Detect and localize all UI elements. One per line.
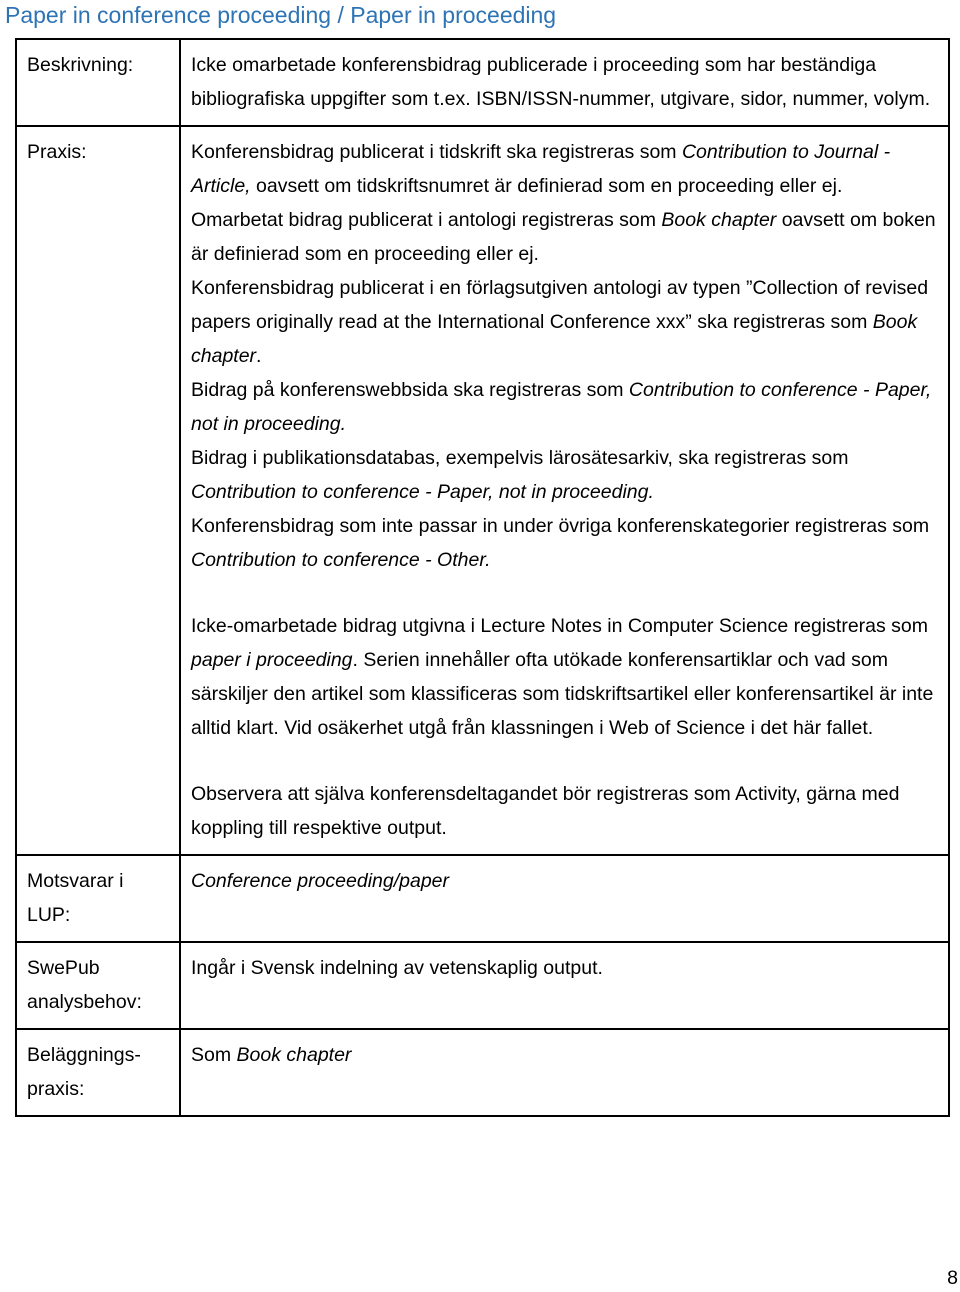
praxis-paragraph-journal: Konferensbidrag publicerat i tidskrift ska registreras som Contribution to Journal - Article, oavsett om tidskriftsnumret är definierad som en proceeding eller ej. [191,141,891,197]
label-belaggning: Beläggnings-praxis: [16,1029,180,1116]
praxis-paragraph-activity: Observera att själva konferensdeltagandet bör registreras som Activity, gärna med koppling till respektive output. [191,783,900,839]
praxis-paragraph-forlag: Konferensbidrag publicerat i en förlagsutgiven antologi av typen ”Collection of revised papers originally read at the International Conference xxx” ska registreras som Book chapter. [191,277,929,367]
praxis-paragraph-webbsida: Bidrag på konferenswebbsida ska registreras som Contribution to conference - Paper, not in proceeding. [191,379,932,435]
table-row-swepub [16,942,949,1029]
praxis-paragraph-lncs: Icke-omarbetade bidrag utgivna i Lecture Notes in Computer Science registreras som paper i proceeding. Serien innehåller ofta utökade konferensartiklar och vad som särskiljer den artikel som klassificeras som tidskriftsartikel eller konferensartikel är inte alltid klart. Vid osäkerhet utgå från klassningen i Web of Science i det här fallet. [191,615,934,739]
praxis-paragraph-ovriga: Konferensbidrag som inte passar in under övriga konferenskategorier registreras som Contribution to conference - Other. [191,515,930,571]
definition-table [15,38,950,1117]
motsvarar-content [180,855,949,942]
paragraph-gap [191,577,938,609]
beskrivning-text: Icke omarbetade konferensbidrag publicerade i proceeding som har beständiga bibliografiska uppgifter som t.ex. ISBN/ISSN-nummer, utgivare, sidor, nummer, volym. [180,39,949,126]
paragraph-gap [191,745,938,777]
label-praxis: Praxis: [16,126,180,855]
table-row-beskrivning [16,39,949,126]
praxis-paragraph-databas: Bidrag i publikationsdatabas, exempelvis lärosätesarkiv, ska registreras som Contribution to conference - Paper, not in proceeding. [191,447,849,503]
swepub-text: Ingår i Svensk indelning av vetenskaplig output. [180,942,949,1029]
motsvarar-text: Conference proceeding/paper [191,870,450,892]
page-number: 8 [947,1267,958,1289]
praxis-paragraph-antologi: Omarbetat bidrag publicerat i antologi registreras som Book chapter oavsett om boken är definierad som en proceeding eller ej. [191,209,936,265]
belaggning-content: Som Book chapter [180,1029,949,1116]
label-swepub: SwePub analysbehov: [16,942,180,1029]
table-row-belaggning [16,1029,949,1116]
page-title: Paper in conference proceeding / Paper in proceeding [5,2,557,28]
table-row-motsvarar [16,855,949,942]
label-motsvarar: Motsvarar i LUP: [16,855,180,942]
praxis-content [180,126,949,855]
table-row-praxis [16,126,949,855]
label-beskrivning: Beskrivning: [16,39,180,126]
